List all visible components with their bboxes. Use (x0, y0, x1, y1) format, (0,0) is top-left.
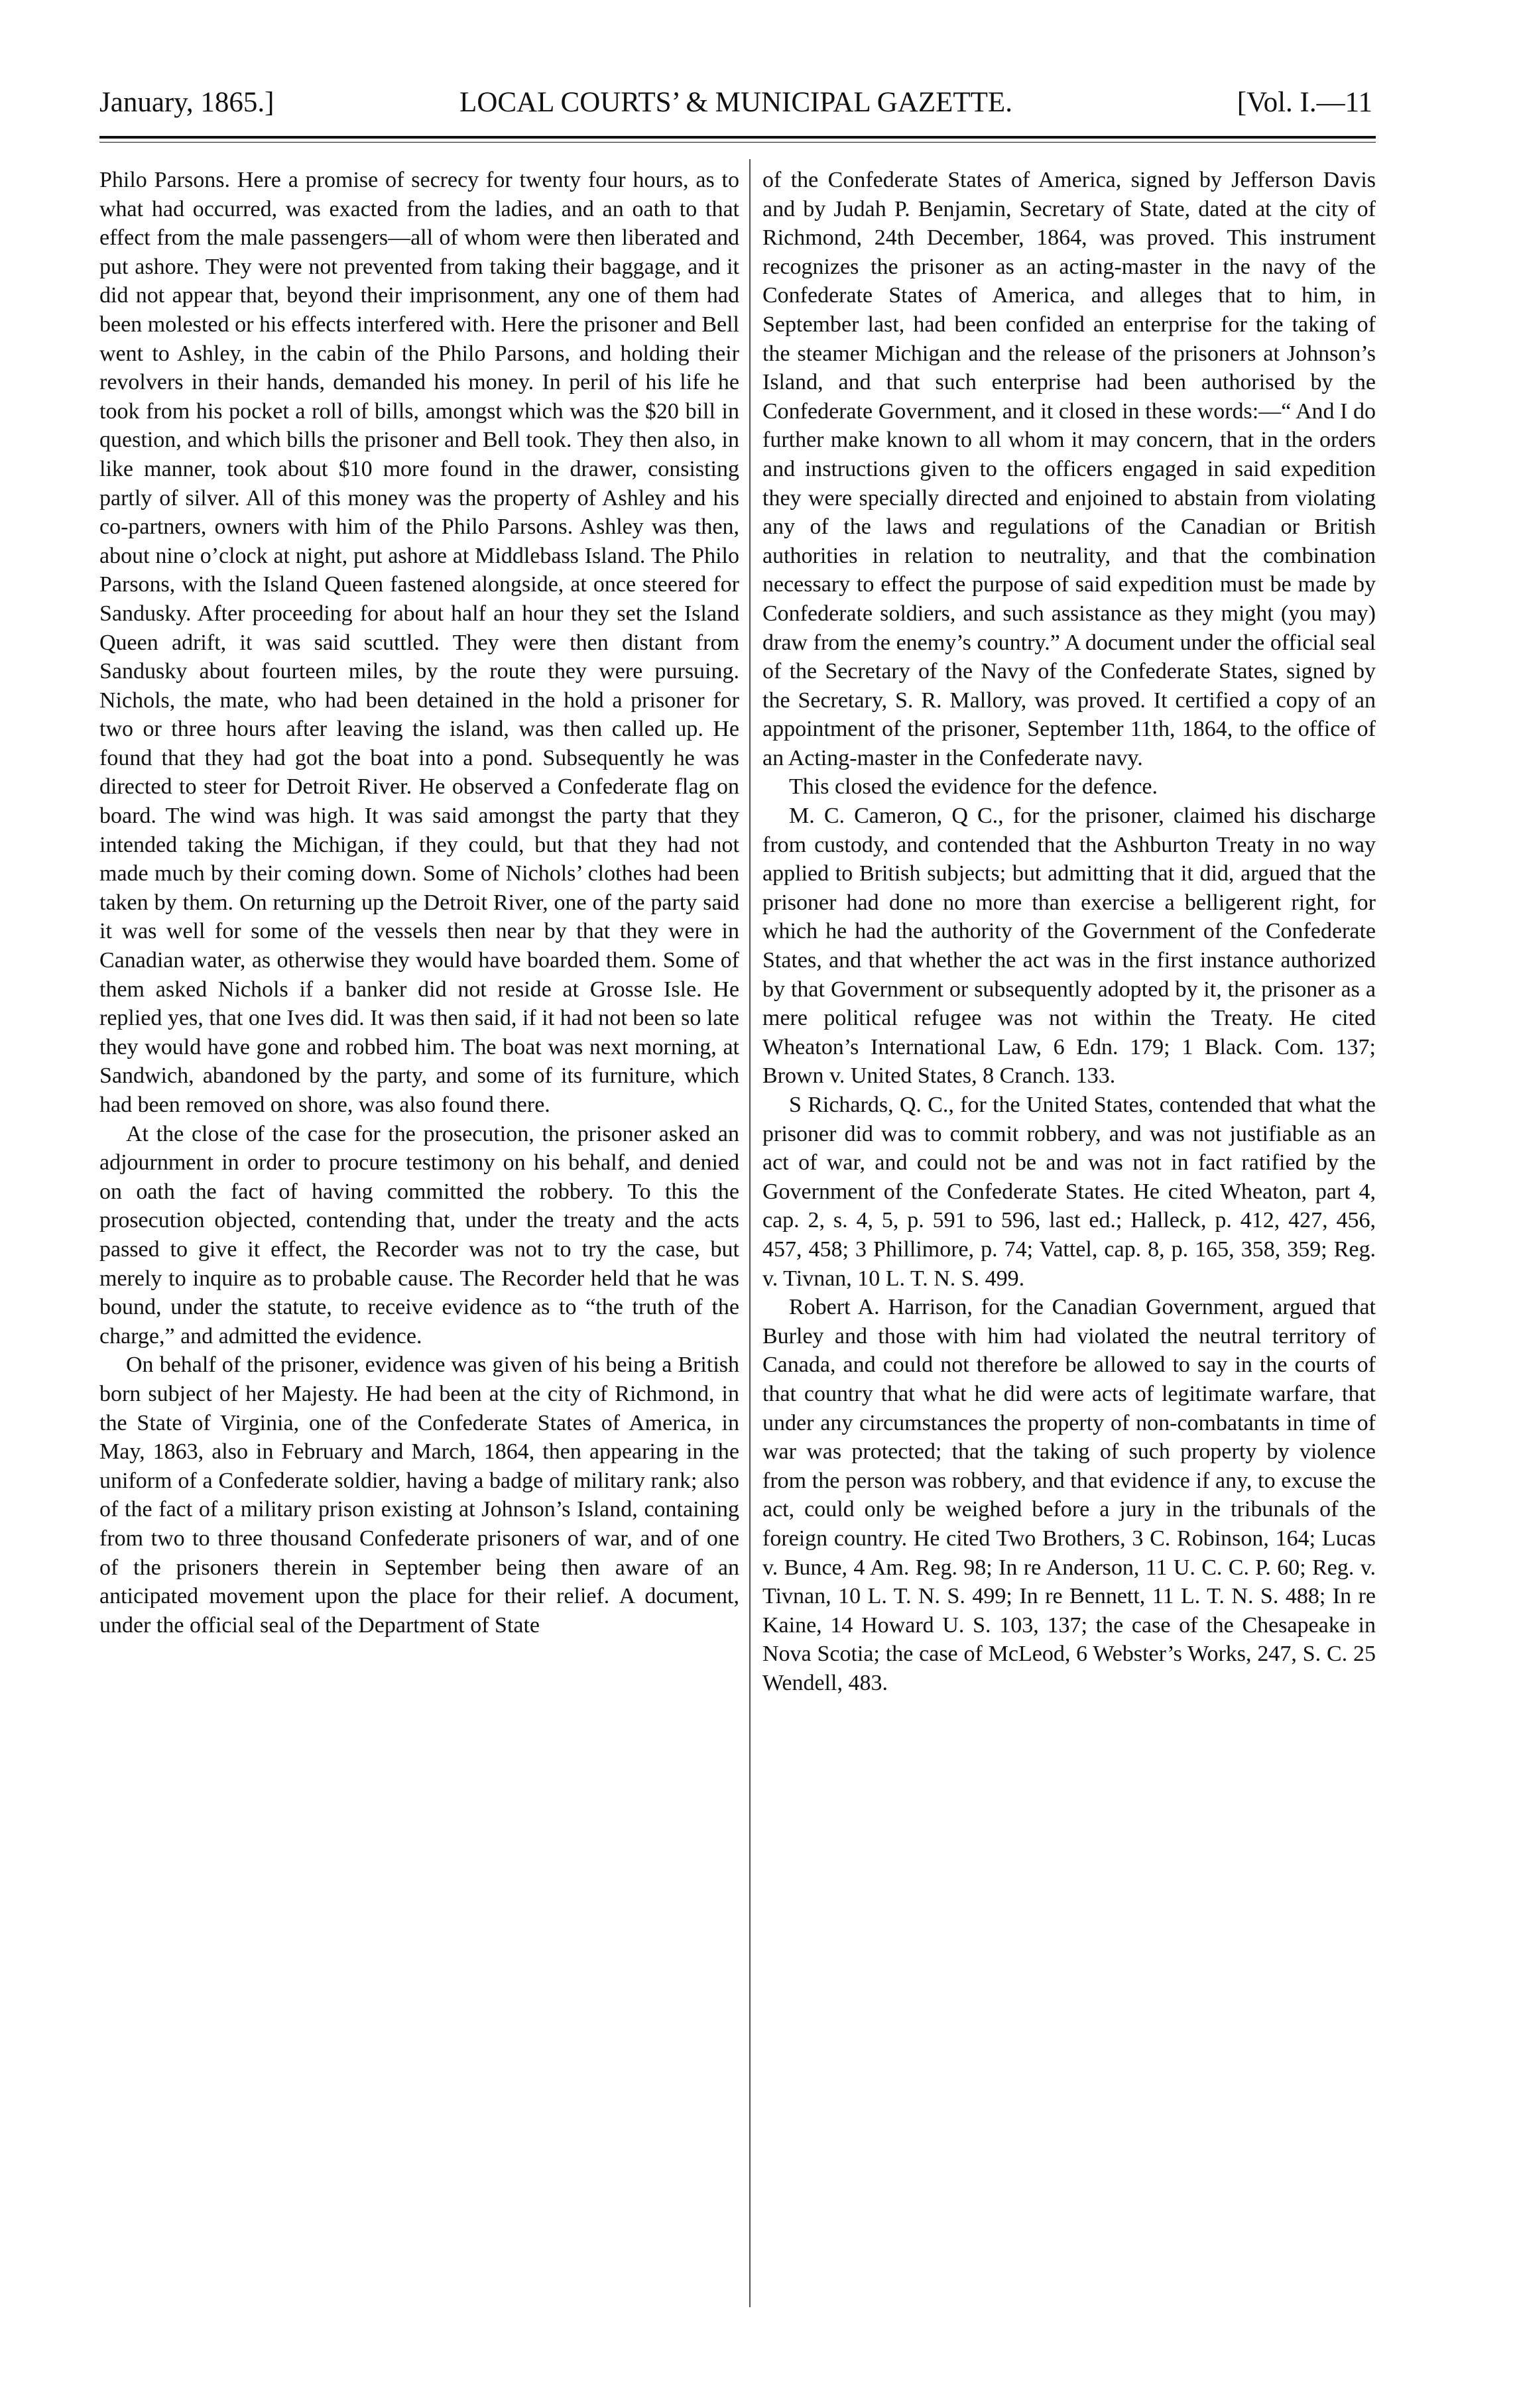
header-rule-thick (99, 136, 1376, 139)
right-column (762, 166, 1376, 1697)
header-volume-page: [Vol. I.—11 (1237, 87, 1372, 118)
right-paragraph-1: of the Confederate States of America, signed by Jefferson Davis and by Judah P. Benjamin, Secretary of State, dated at the city of Richmond, 24th December, 1864, was proved. This instrument recognizes the prisoner as an acting-master in the navy of the Confederate States of America, and alleges that to him, in September last, had been confided an enterprise for the taking of the steamer Michigan and the release of the prisoners at Johnson’s Island, and that such enterprise had been authorised by the Confederate Government, and it closed in these words:—“ And I do further make known to all whom it may concern, that in the orders and instructions given to the officers engaged in said expedition they were specially directed and enjoined to abstain from violating any of the laws and regulations of the Canadian or British authorities in relation to neutrality, and that the combination necessary to effect the purpose of said expedition must be made by Confederate soldiers, and such assistance as they might (you may) draw from the enemy’s country.” A document under the official seal of the Secretary of the Navy of the Confederate States, signed by the Secretary, S. R. Mallory, was proved. It certified a copy of an appointment of the prisoner, September 11th, 1864, to the office of an Acting-master in the Confederate navy. (762, 168, 1376, 770)
right-paragraph-2: This closed the evidence for the defence. (789, 774, 1158, 800)
header-publication-title: LOCAL COURTS’ & MUNICIPAL GAZETTE. (459, 87, 1012, 118)
header-rule-thin (99, 142, 1376, 143)
left-paragraph-2: At the close of the case for the prosecution, the prisoner asked an adjournment in order to procure testimony on his behalf, and denied on oath the fact of having committed the robbery. To this the prosecution objected, contending that, under the treaty and the acts passed to give it effect, the Recorder was not to try the case, but merely to inquire as to probable cause. The Recorder held that he was bound, under the statute, to receive evidence as to “the truth of the charge,” and admitted the evidence. (99, 1121, 739, 1349)
right-paragraph-3: M. C. Cameron, Q C., for the prisoner, claimed his discharge from custody, and contended that the Ashburton Treaty in no way applied to British subjects; but admitting that it did, argued that the prisoner had done no more than exercise a belligerent right, for which he had the authority of the Government of the Confederate States, and that whether the act was in the first instance authorized by that Government or subsequently adopted by it, the prisoner as a mere political refugee was not within the Treaty. He cited Wheaton’s International Law, 6 Edn. 179; 1 Black. Com. 137; Brown v. United States, 8 Cranch. 133. (762, 804, 1376, 1089)
column-divider (749, 159, 751, 2307)
left-paragraph-1: Philo Parsons. Here a promise of secrecy for twenty four hours, as to what had occurred, was exacted from the ladies, and an oath to that effect from the male passengers—all of whom were then liberated and put ashore. They were not prevented from taking their baggage, and it did not appear that, beyond their imprisonment, any one of them had been molested or his effects interfered with. Here the prisoner and Bell went to Ashley, in the cabin of the Philo Parsons, and holding their revolvers in their hands, demanded his money. In peril of his life he took from his pocket a roll of bills, amongst which was the $20 bill in question, and which bills the prisoner and Bell took. They then also, in like manner, took about $10 more found in the drawer, consisting partly of silver. All of this money was the property of Ashley and his co-partners, owners with him of the Philo Parsons. Ashley was then, about nine o’clock at night, put ashore at Middlebass Island. The Philo Parsons, with the Island Queen fastened alongside, at once steered for Sandusky. After proceeding for about half an hour they set the Island Queen adrift, it was said scuttled. They were then distant from Sandusky about fourteen miles, by the route they were pursuing. Nichols, the mate, who had been detained in the hold a prisoner for two or three hours after leaving the island, was then called up. He found that they had got the boat into a pond. Subsequently he was directed to steer for Detroit River. He observed a Confederate flag on board. The wind was high. It was said amongst the party that they intended taking the Michigan, if they could, but that they had not made much by their coming down. Some of Nichols’ clothes had been taken by them. On returning up the Detroit River, one of the party said it was well for some of the vessels then near by that they were in Canadian water, as otherwise they would have boarded them. Some of them asked Nichols if a banker did not reside at Grosse Isle. He replied yes, that one Ives did. It was then said, if it had not been so late they would have gone and robbed him. The boat was next morning, at Sandwich, abandoned by the party, and some of its furniture, which had been removed on shore, was also found there. (99, 168, 739, 1117)
running-header (99, 80, 1372, 133)
right-paragraph-5: Robert A. Harrison, for the Canadian Government, argued that Burley and those with him had violated the neutral territory of Canada, and could not therefore be allowed to say in the courts of that country that what he did were acts of legitimate warfare, that under any circumstances the property of non-combatants in time of war was protected; that the taking of such property by violence from the person was robbery, and that evidence if any, to excuse the act, could only be weighed before a jury in the tribunals of the foreign country. He cited Two Brothers, 3 C. Robinson, 164; Lucas v. Bunce, 4 Am. Reg. 98; In re Anderson, 11 U. C. C. P. 60; Reg. v. Tivnan, 10 L. T. N. S. 499; In re Bennett, 11 L. T. N. S. 488; In re Kaine, 14 Howard U. S. 103, 137; the case of the Chesapeake in Nova Scotia; the case of McLeod, 6 Webster’s Works, 247, S. C. 25 Wendell, 483. (762, 1295, 1376, 1695)
left-column (99, 166, 739, 1640)
left-paragraph-3: On behalf of the prisoner, evidence was given of his being a British born subject of her Majesty. He had been at the city of Richmond, in the State of Virginia, one of the Confederate States of America, in May, 1863, also in February and March, 1864, then appearing in the uniform of a Confederate soldier, having a badge of military rank; also of the fact of a military prison existing at Johnson’s Island, containing from two to three thousand Confederate prisoners of war, and of one of the prisoners therein in September being then aware of an anticipated movement upon the place for their relief. A document, under the official seal of the Department of State (99, 1353, 739, 1638)
header-date: January, 1865.] (99, 87, 274, 118)
right-paragraph-4: S Richards, Q. C., for the United States, contended that what the prisoner did was to commit robbery, and was not justifiable as an act of war, and could not be and was not in fact ratified by the Government of the Confederate States. He cited Wheaton, part 4, cap. 2, s. 4, 5, p. 591 to 596, last ed.; Halleck, p. 412, 427, 456, 457, 458; 3 Phillimore, p. 74; Vattel, cap. 8, p. 165, 358, 359; Reg. v. Tivnan, 10 L. T. N. S. 499. (762, 1093, 1376, 1291)
